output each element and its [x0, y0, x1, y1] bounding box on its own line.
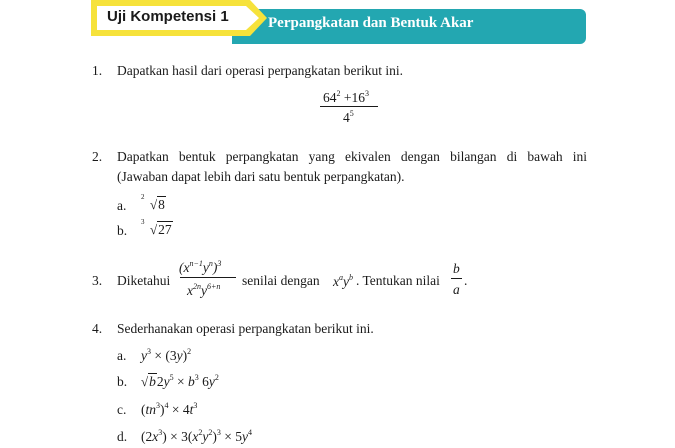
q4d-expression: $(2x^3) \times 3(x^2y^2)^3 \times 5y^4$: [141, 428, 252, 444]
q4b-expression: $√b2y^5 \times b^3$ $6y^2$: [141, 373, 219, 389]
q3-ratio-numerator: b: [453, 261, 460, 276]
q1-fraction-bar: [320, 106, 378, 107]
q1-numerator: $64^2 +16^3$: [323, 89, 369, 105]
q1-denominator: $4^5$: [343, 109, 354, 125]
q2-text-line1: Dapatkan bentuk perpangkatan yang ekivalen dengan bilangan di bawah ini: [117, 149, 587, 164]
q4-text: Sederhanakan operasi perpangkatan berikut ini.: [117, 321, 374, 336]
q4a-expression: $y^3 \times (3y)^2$: [141, 347, 192, 363]
q4c-expression: $(tn^3)^4 \times 4t^3$: [141, 401, 198, 417]
q1-number: 1.: [92, 63, 103, 78]
q1-text: Dapatkan hasil dari operasi perpangkatan berikut ini.: [117, 63, 404, 78]
q3-end: .: [464, 273, 468, 288]
q4d-label: d.: [117, 429, 128, 444]
badge-label: Uji Kompetensi 1: [107, 8, 229, 25]
q2a-radical: 2 √8: [141, 193, 165, 212]
header-banner: [0, 0, 675, 48]
q3-expr-denominator: $x^{2n}y^{6+n}$: [187, 282, 221, 298]
q2b-label: b.: [117, 223, 128, 238]
q3-ratio-bar: [451, 278, 462, 279]
q3-suffix: . Tentukan nilai: [356, 273, 440, 288]
q3-number: 3.: [92, 273, 103, 288]
q4a-label: a.: [117, 348, 127, 363]
q4b-label: b.: [117, 374, 128, 389]
chapter-title: Perpangkatan dan Bentuk Akar: [268, 15, 474, 31]
q2-number: 2.: [92, 149, 103, 164]
q4c-label: c.: [117, 402, 127, 417]
q3-middle: senilai dengan: [242, 273, 320, 288]
q3-expr-numerator: $(x^{n-1}y^n)^3$: [179, 259, 222, 275]
section-badge: [91, 0, 271, 36]
q3-expr-fraction-bar: [180, 277, 236, 278]
q2-text-line2: (Jawaban dapat lebih dari satu bentuk perpangkatan).: [117, 169, 405, 184]
q3-prefix: Diketahui: [117, 273, 171, 288]
q3-ratio-denominator: a: [453, 282, 460, 297]
q3-xayb: $x^ay^b$: [333, 273, 353, 289]
q2b-radical: 3 √27: [141, 218, 172, 237]
q4-number: 4.: [92, 321, 103, 336]
q2a-label: a.: [117, 198, 127, 213]
